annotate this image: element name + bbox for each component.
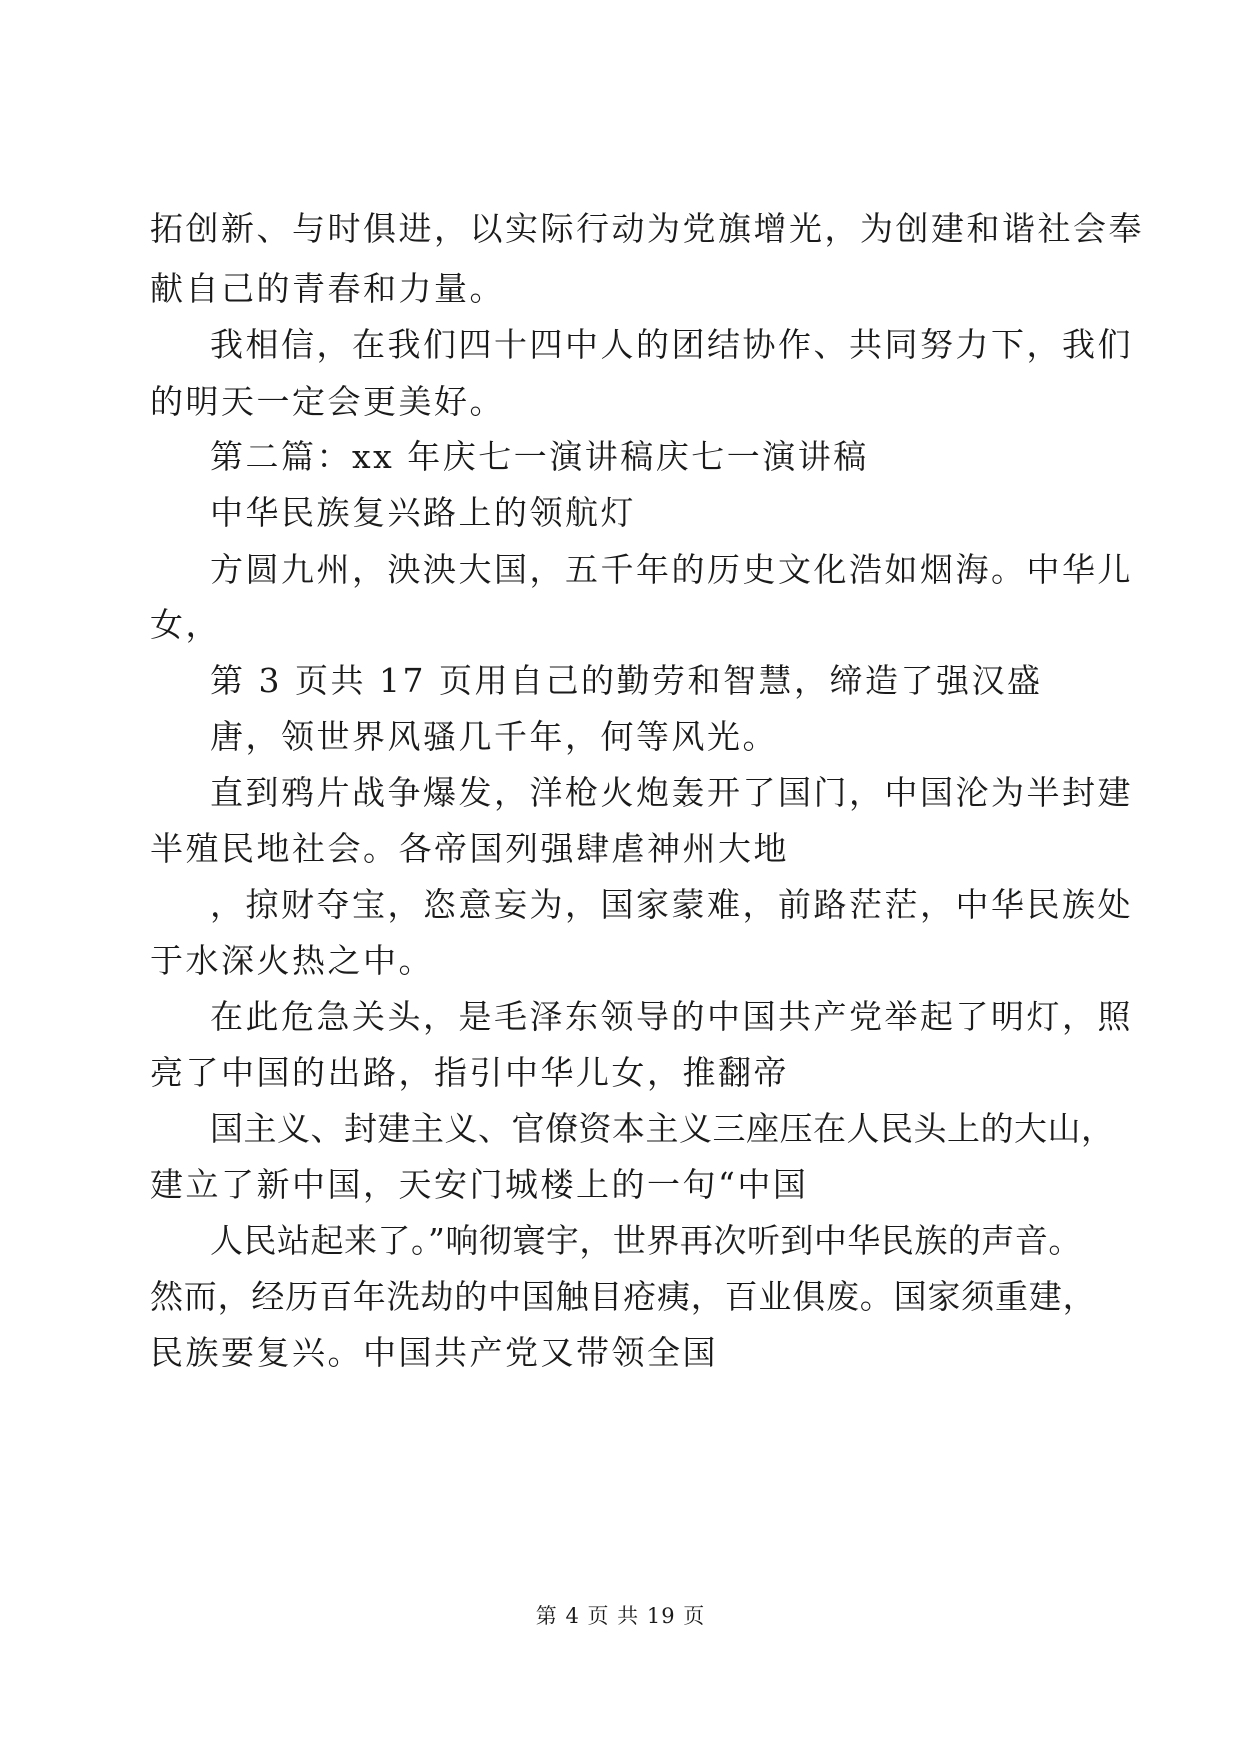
text-line: 半殖民地社会。各帝国列强肆虐神州大地: [150, 829, 789, 868]
text-line: 方圆九州，泱泱大国，五千年的历史文化浩如烟海。中华儿: [210, 550, 1133, 589]
text-line: 在此危急关头，是毛泽东领导的中国共产党举起了明灯，照: [210, 997, 1133, 1036]
text-line: 我相信，在我们四十四中人的团结协作、共同努力下，我们: [210, 325, 1133, 364]
section-heading: 第二篇：xx 年庆七一演讲稿庆七一演讲稿: [210, 437, 869, 476]
text-line: 女，: [150, 605, 221, 644]
text-line: 人民站起来了。”响彻寰宇，世界再次听到中华民族的声音。: [210, 1221, 1082, 1260]
text-line: 第 3 页共 17 页用自己的勤劳和智慧，缔造了强汉盛: [210, 661, 1043, 700]
text-line: 于水深火热之中。: [150, 941, 434, 980]
text-line: 民族要复兴。中国共产党又带领全国: [150, 1333, 718, 1372]
speech-title: 中华民族复兴路上的领航灯: [210, 493, 636, 532]
text-line: 的明天一定会更美好。: [150, 382, 505, 421]
text-line: 亮了中国的出路，指引中华儿女，推翻帝: [150, 1053, 789, 1092]
text-line: 然而，经历百年洗劫的中国触目疮痍，百业俱废。国家须重建，: [150, 1277, 1097, 1316]
text-line: 建立了新中国，天安门城楼上的一句“中国: [150, 1165, 809, 1204]
text-line: ，掠财夺宝，恣意妄为，国家蒙难，前路茫茫，中华民族处: [210, 885, 1133, 924]
text-line: 直到鸦片战争爆发，洋枪火炮轰开了国门，中国沦为半封建: [210, 773, 1133, 812]
text-line: 国主义、封建主义、官僚资本主义三座压在人民头上的大山，: [210, 1109, 1115, 1148]
text-line: 拓创新、与时俱进，以实际行动为党旗增光，为创建和谐社会奉: [150, 209, 1144, 248]
page-number-footer: 第 4 页 共 19 页: [535, 1604, 706, 1628]
text-line: 献自己的青春和力量。: [150, 269, 505, 308]
text-line: 唐，领世界风骚几千年，何等风光。: [210, 717, 778, 756]
